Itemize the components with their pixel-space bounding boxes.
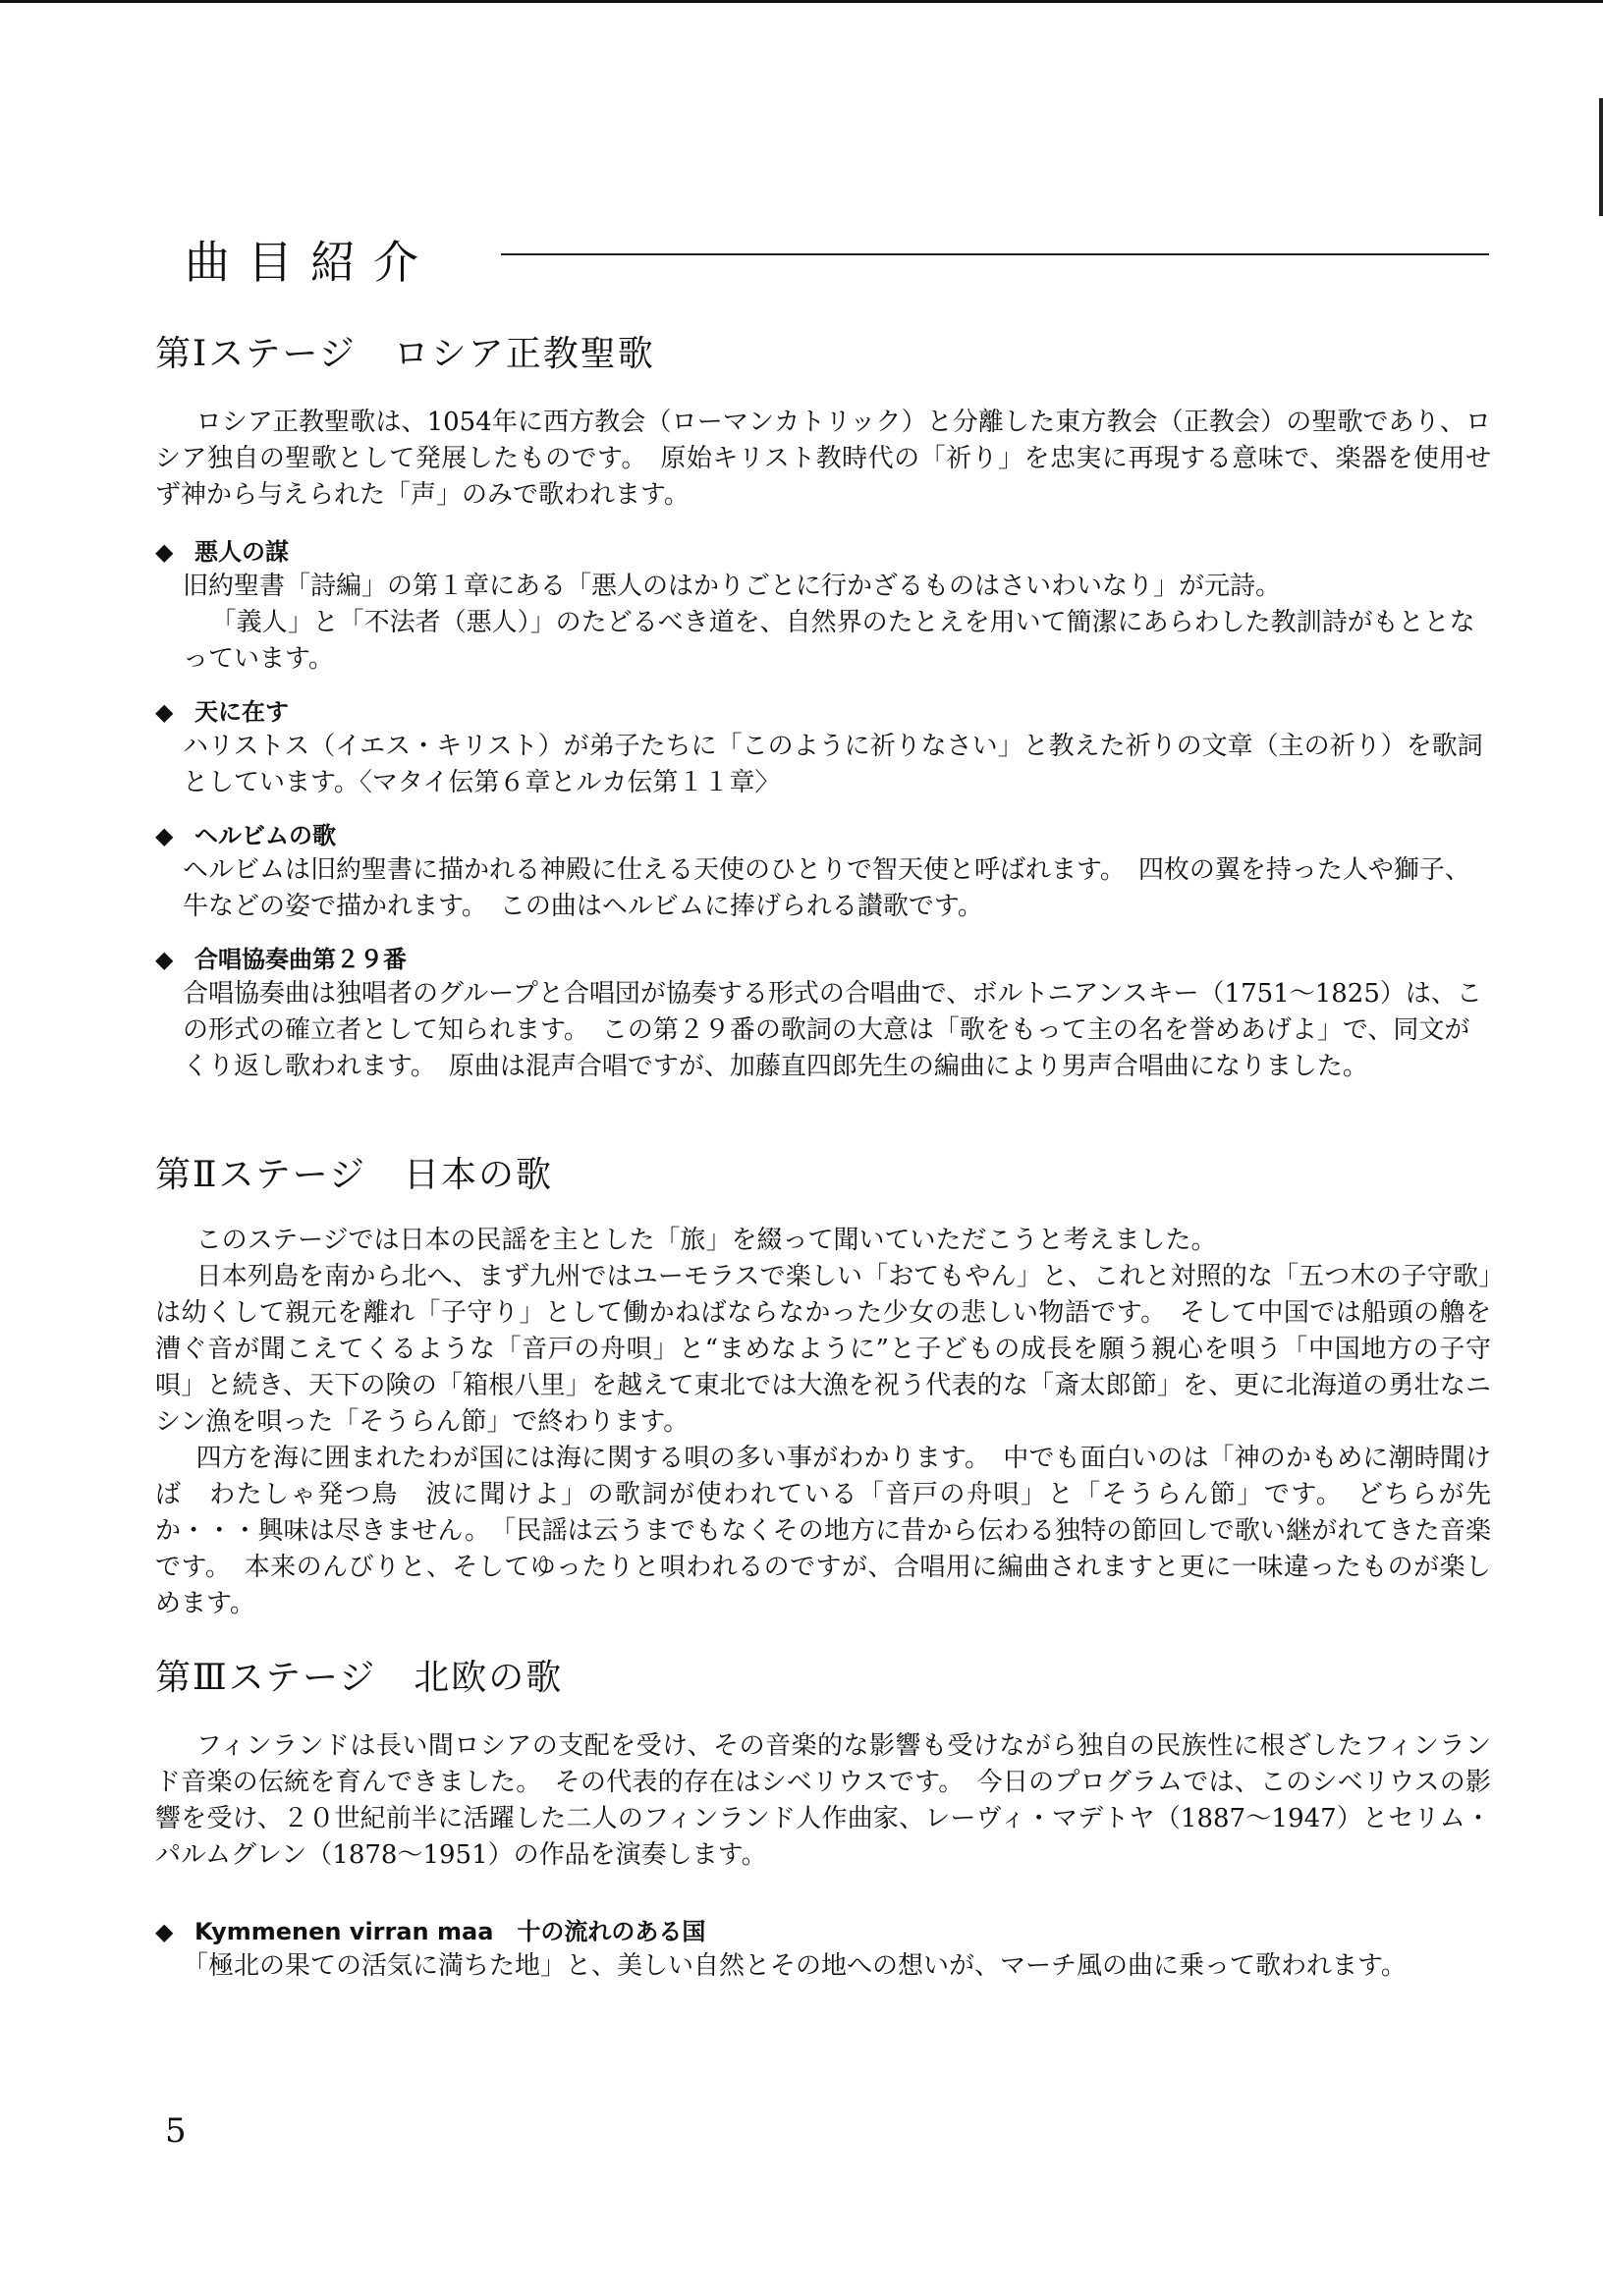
item-title: 悪人の謀 xyxy=(194,538,289,566)
item-body xyxy=(155,1948,1491,1985)
item-line: 「義人」と「不法者（悪人）」のたどるべき道を、自然界のたとえを用いて簡潔にあらわした教訓詩がもととなっています。 xyxy=(183,608,1475,674)
diamond-icon: ◆ xyxy=(155,698,174,726)
item-line: 合唱協奏曲は独唱者のグループと合唱団が協奏する形式の合唱曲で、ボルトニアンスキー（1751～1825）は、この形式の確立者として知られます。 この第２９番の歌詞の大意は「歌をもって主の名を誉めあげよ」で、同文がくり返し歌われます。 原曲は混声合唱ですが、加藤直四郎先生の編曲により男声合唱曲になりました。 xyxy=(183,979,1482,1081)
stage1-item-3 xyxy=(155,819,1491,925)
stage3-title-block xyxy=(155,1654,1491,1703)
diamond-icon: ◆ xyxy=(155,822,174,849)
item-title-row xyxy=(155,695,1491,729)
item-title-row xyxy=(155,943,1491,976)
page-number: 5 xyxy=(165,2111,187,2151)
diamond-icon: ◆ xyxy=(155,946,174,973)
stage3-item-1 xyxy=(155,1915,1491,1985)
item-title: Kymmenen virran maa 十の流れのある国 xyxy=(194,1918,706,1945)
stage1-intro xyxy=(155,405,1491,514)
stage2-body xyxy=(155,1223,1491,1622)
item-body xyxy=(155,852,1491,925)
stage2-paragraph: 四方を海に囲まれたわが国には海に関する唄の多い事がわかります。 中でも面白いのは「神のかもめに潮時聞けば わたしゃ発つ鳥 波に聞けよ」の歌詞が使われている「音戸の舟唄」と「そうらん節」です。 どちらが先か・・・興味は尽きません。 「民謡は云うまでもなくその地方に昔から伝わる独特の節回しで歌い継がれてきた音楽です。 本来のんびりと、そしてゆったりと唄われるのですが、合唱用に編曲されますと更に一味違ったものが楽しめます。 xyxy=(155,1444,1491,1618)
item-body xyxy=(155,976,1491,1085)
diamond-icon: ◆ xyxy=(155,1918,174,1945)
stage1-item-4 xyxy=(155,943,1491,1085)
stage1-item-2 xyxy=(155,695,1491,801)
item-line: ハリストス（イエス・キリスト）が弟子たちに「このように祈りなさい」と教えた祈りの文章（主の祈り）を歌詞としています。〈マタイ伝第６章とルカ伝第１１章〉 xyxy=(183,732,1483,797)
stage3-intro-text: フィンランドは長い間ロシアの支配を受け、その音楽的な影響も受けながら独自の民族性に根ざしたフィンランド音楽の伝統を育んできました。 その代表的存在はシベリウスです。 今日のプログラムでは、このシベリウスの影響を受け、２０世紀前半に活躍した二人のフィンランド人作曲家、レーヴィ・マデトヤ（1887～1947）とセリム・パルムグレン（1878～1951）の作品を演奏します。 xyxy=(155,1731,1491,1870)
stage2-title: 第Ⅱステージ 日本の歌 xyxy=(155,1155,554,1195)
item-body xyxy=(155,729,1491,801)
page-heading xyxy=(185,228,1491,297)
stage1-title-block xyxy=(155,330,1491,379)
item-title-row xyxy=(155,535,1491,569)
stage2-paragraph: このステージでは日本の民謡を主とした「旅」を綴って聞いていただこうと考えました。 xyxy=(195,1226,1217,1255)
item-body xyxy=(155,569,1491,678)
diamond-icon: ◆ xyxy=(155,538,174,566)
heading-rule xyxy=(501,253,1489,255)
stage1-title: 第Ⅰステージ ロシア正教聖歌 xyxy=(155,334,655,374)
item-line: 旧約聖書「詩編」の第１章にある「悪人のはかりごとに行かざるものはさいわいなり」が元詩。 xyxy=(183,572,1282,601)
item-title-row xyxy=(155,819,1491,852)
item-line: ヘルビムは旧約聖書に描かれる神殿に仕える天使のひとりで智天使と呼ばれます。 四枚の翼を持った人や獅子、牛などの姿で描かれます。 この曲はヘルビムに捧げられる讃歌です。 xyxy=(183,855,1470,921)
stage1-intro-text: ロシア正教聖歌は、1054年に西方教会（ローマンカトリック）と分離した東方教会（正教会）の聖歌であり、ロシア独自の聖歌として発展したものです。 原始キリスト教時代の「祈り」を忠実に再現する意味で、楽器を使用せず神から与えられた「声」のみで歌われます。 xyxy=(155,408,1491,510)
stage3-intro xyxy=(155,1728,1491,1874)
item-title: 合唱協奏曲第２９番 xyxy=(194,946,407,973)
stage2-paragraph: 日本列島を南から北へ、まず九州ではユーモラスで楽しい「おてもやん」と、これと対照的な「五つ木の子守歌」は幼くして親元を離れ「子守り」として働かねばならなかった少女の悲しい物語です。 そして中国では船頭の艪を漕ぐ音が聞こえてくるような「音戸の舟唄」と“まめなように”と子どもの成長を願う親心を唄う「中国地方の子守唄」と続き、天下の険の「箱根八里」を越えて東北では大漁を祝う代表的な「斎太郎節」を、更に北海道の勇壮なニシン漁を唄った「そうらん節」で終わります。 xyxy=(155,1262,1491,1437)
item-title: ヘルビムの歌 xyxy=(194,822,336,849)
stage1-item-1 xyxy=(155,535,1491,678)
scan-top-edge xyxy=(0,0,1603,3)
scan-right-edge xyxy=(1599,98,1603,216)
item-title: 天に在す xyxy=(194,698,289,726)
item-line: 「極北の果ての活気に満ちた地」と、美しい自然とその地への想いが、マーチ風の曲に乗って歌われます。 xyxy=(183,1951,1407,1981)
stage2-title-block xyxy=(155,1151,1491,1200)
page-title: 曲目紹介 xyxy=(185,236,436,289)
item-title-row xyxy=(155,1915,1491,1948)
stage3-title: 第Ⅲステージ 北欧の歌 xyxy=(155,1658,564,1698)
